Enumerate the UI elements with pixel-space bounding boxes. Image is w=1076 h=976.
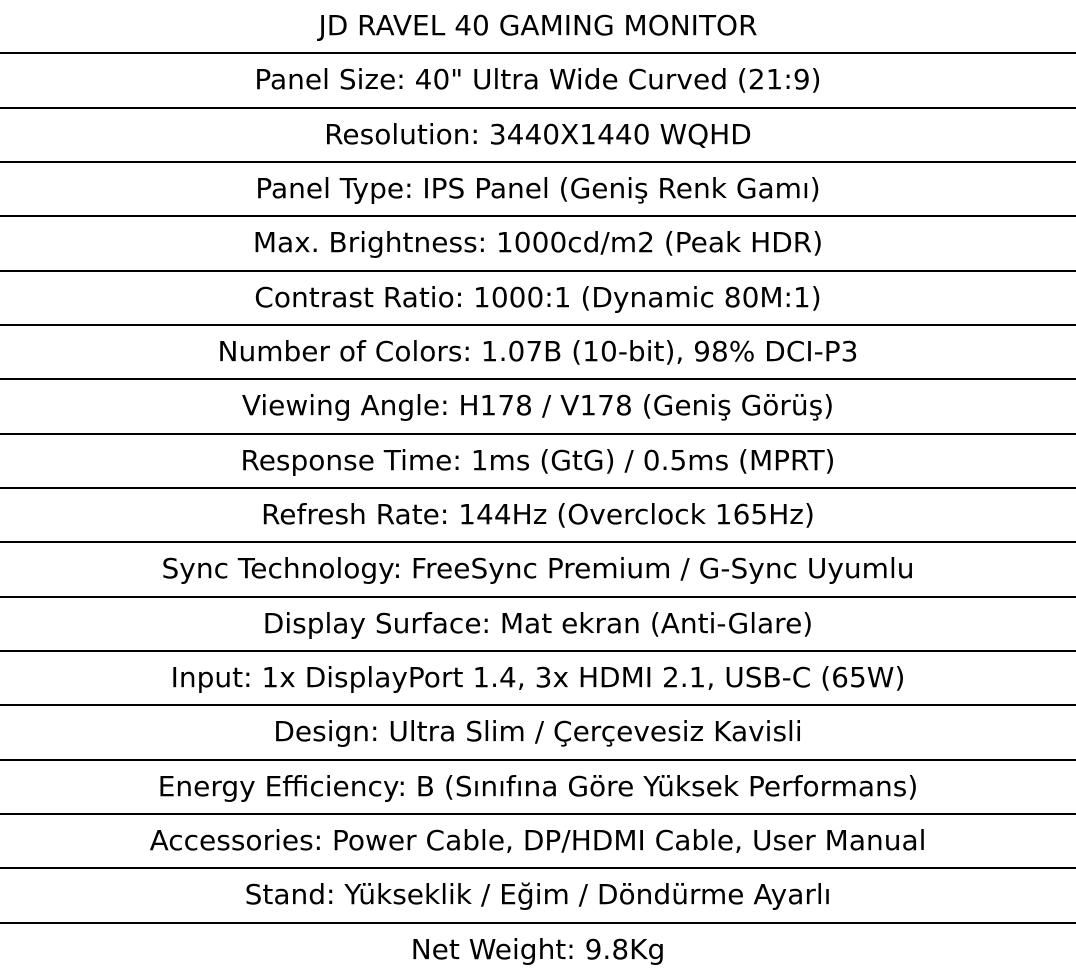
spec-row-accessories: Accessories: Power Cable, DP/HDMI Cable, User Manual <box>0 815 1076 869</box>
spec-row-response-time: Response Time: 1ms (GtG) / 0.5ms (MPRT) <box>0 435 1076 489</box>
spec-row-sync-technology: Sync Technology: FreeSync Premium / G-Sync Uyumlu <box>0 543 1076 597</box>
spec-row-design: Design: Ultra Slim / Çerçevesiz Kavisli <box>0 706 1076 760</box>
spec-row-contrast-ratio: Contrast Ratio: 1000:1 (Dynamic 80M:1) <box>0 272 1076 326</box>
spec-row-panel-type: Panel Type: IPS Panel (Geniş Renk Gamı) <box>0 163 1076 217</box>
spec-row-viewing-angle: Viewing Angle: H178 / V178 (Geniş Görüş) <box>0 380 1076 434</box>
spec-row-refresh-rate: Refresh Rate: 144Hz (Overclock 165Hz) <box>0 489 1076 543</box>
spec-row-net-weight: Net Weight: 9.8Kg <box>410 932 666 966</box>
spec-row-number-of-colors: Number of Colors: 1.07B (10-bit), 98% DCI-P3 <box>0 326 1076 380</box>
spec-row-max-brightness: Max. Brightness: 1000cd/m2 (Peak HDR) <box>0 217 1076 271</box>
spec-row-input: Input: 1x DisplayPort 1.4, 3x HDMI 2.1, USB-C (65W) <box>0 652 1076 706</box>
spec-row-panel-size: Panel Size: 40" Ultra Wide Curved (21:9) <box>0 54 1076 108</box>
spec-row-display-surface: Display Surface: Mat ekran (Anti-Glare) <box>0 598 1076 652</box>
spec-row-stand: Stand: Yükseklik / Eğim / Döndürme Ayarlı <box>0 869 1076 923</box>
spec-row-resolution: Resolution: 3440X1440 WQHD <box>0 109 1076 163</box>
spec-row-energy-efficiency: Energy Efficiency: B (Sınıfına Göre Yüksek Performans) <box>0 761 1076 815</box>
spec-title: JD RAVEL 40 GAMING MONITOR <box>0 0 1076 54</box>
